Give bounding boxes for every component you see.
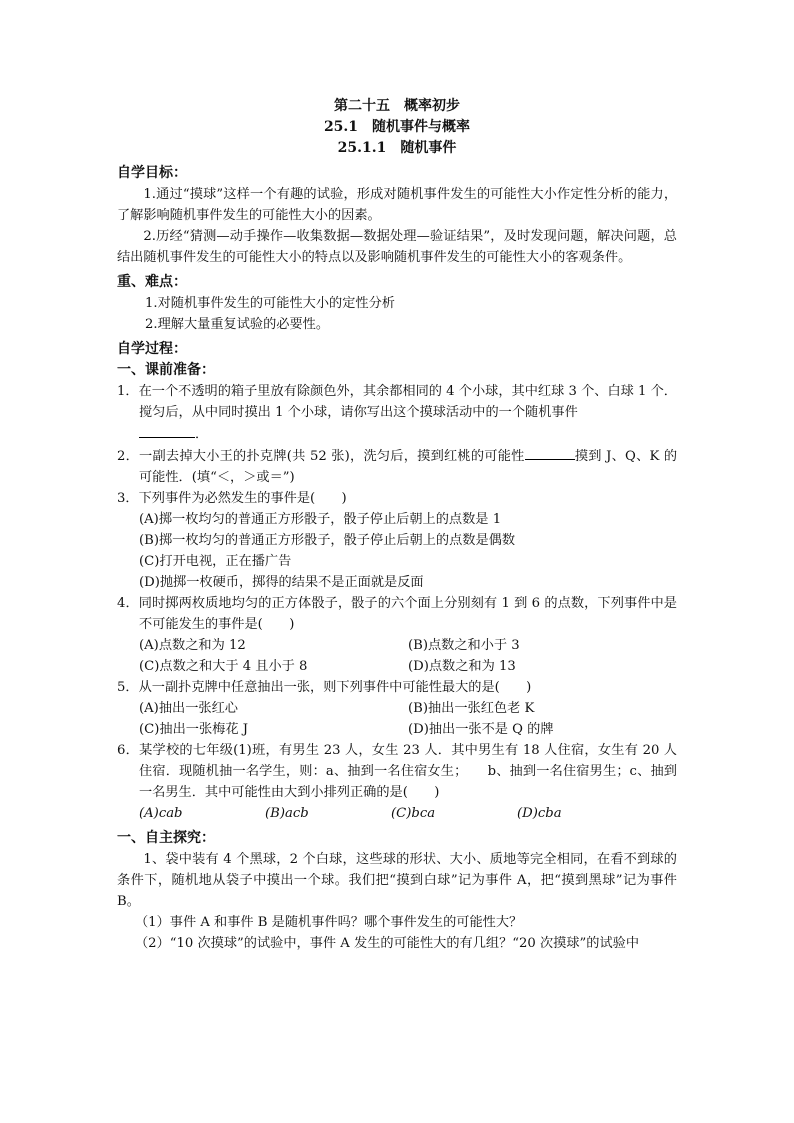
option-row — [117, 719, 677, 740]
explore-subquestion: （1）事件 A 和事件 B 是随机事件吗？哪个事件发生的可能性大？ — [135, 915, 523, 930]
option: (C)点数之和大于 4 且小于 8 — [139, 659, 308, 674]
option: (D)cba — [517, 806, 562, 821]
option-row — [117, 803, 677, 824]
keypoints-heading: 重、难点： — [117, 274, 187, 290]
explore-subquestion: （2）“10 次摸球”的试验中，事件 A 发生的可能性大的有几组？“20 次摸球”的试验中 — [135, 936, 640, 951]
question-4: 4．同时掷两枚质地均匀的正方体骰子，骰子的六个面上分别刻有 1 到 6 的点数，下列事件中是不可能发生的事件是( ) — [117, 596, 677, 632]
question-3: 3．下列事件为必然发生的事件是( ) — [117, 491, 347, 506]
option: (A)cab — [139, 806, 183, 821]
option: (B)点数之和小于 3 — [408, 638, 520, 653]
option: (D)点数之和为 13 — [408, 659, 516, 674]
keypoint-item: 2.理解大量重复试验的必要性。 — [145, 317, 330, 332]
option: (C)bca — [391, 806, 436, 821]
keypoint-item: 1.对随机事件发生的可能性大小的定性分析 — [145, 296, 395, 311]
question-1-text: 1．在一个不透明的箱子里放有除颜色外，其余都相同的 4 个小球，其中红球 3 个、白球 1 个．搅匀后，从中同时摸出 1 个小球，请你写出这个摸球活动中的一个随机事件 — [117, 384, 677, 420]
option: (C)抽出一张梅花 J — [139, 722, 248, 737]
explore-paragraph: 1、袋中装有 4 个黑球，2 个白球，这些球的形状、大小、质地等完全相同，在看不到球的条件下，随机地从袋子中摸出一个球。我们把“摸到白球”记为事件 A，把“摸到黑球”记为事件 B。 — [117, 852, 677, 909]
question-2 — [117, 445, 677, 488]
option: (A)抽出一张红心 — [139, 701, 238, 716]
option: (D)抛掷一枚硬币，掷得的结果不是正面就是反面 — [139, 575, 424, 590]
option: (A)掷一枚均匀的普通正方形骰子，骰子停止后朝上的点数是 1 — [139, 512, 502, 527]
goal-item: 1.通过“摸球”这样一个有趣的试验，形成对随机事件发生的可能性大小作定性分析的能力，了解影响随机事件发生的可能性大小的因素。 — [117, 187, 677, 223]
section-title: 25.1 随机事件与概率 — [323, 119, 471, 135]
option: (C)打开电视，正在播广告 — [139, 554, 292, 569]
option: (A)点数之和为 12 — [139, 638, 246, 653]
chapter-title: 第二十五 概率初步 — [334, 98, 460, 114]
option: (B)掷一枚均匀的普通正方形骰子，骰子停止后朝上的点数是偶数 — [139, 533, 516, 548]
answer-blank[interactable] — [525, 445, 575, 460]
explore-heading: 一、自主探究： — [117, 830, 215, 846]
goal-item: 2.历经“猜测—动手操作—收集数据—数据处理—验证结果”，及时发现问题，解决问题，总结出随机事件发生的可能性大小的特点以及影响随机事件发生的可能性大小的客观条件。 — [117, 229, 677, 265]
option-row — [117, 698, 677, 719]
document-page — [117, 96, 677, 954]
question-2-text-b: 摸到 J、Q、K 的可能性．(填“＜，＞或＝”) — [139, 449, 678, 485]
answer-blank[interactable] — [139, 423, 195, 438]
goals-heading: 自学目标： — [117, 165, 187, 181]
question-5: 5．从一副扑克牌中任意抽出一张，则下列事件中可能性最大的是( ) — [117, 680, 532, 695]
question-1-end: ． — [195, 427, 209, 442]
question-6: 6．某学校的七年级(1)班，有男生 23 人，女生 23 人．其中男生有 18 人住宿，女生有 20 人住宿．现随机抽一名学生，则：a、抽到一名住宿女生； b、抽到一名住宿男生；c、抽到一名男生．其中可能性由大到小排列正确的是( ) — [117, 743, 677, 800]
question-2-text-a: 2．一副去掉大小王的扑克牌(共 52 张)，洗匀后，摸到红桃的可能性 — [117, 449, 525, 464]
question-1 — [117, 381, 677, 445]
option-row — [117, 656, 677, 677]
prep-heading: 一、课前准备： — [117, 362, 215, 378]
subsection-title: 25.1.1 随机事件 — [337, 140, 457, 156]
option-row — [117, 635, 677, 656]
option: (D)抽出一张不是 Q 的牌 — [408, 722, 554, 737]
option: (B)acb — [265, 806, 309, 821]
process-heading: 自学过程： — [117, 341, 187, 357]
option: (B)抽出一张红色老 K — [408, 701, 535, 716]
